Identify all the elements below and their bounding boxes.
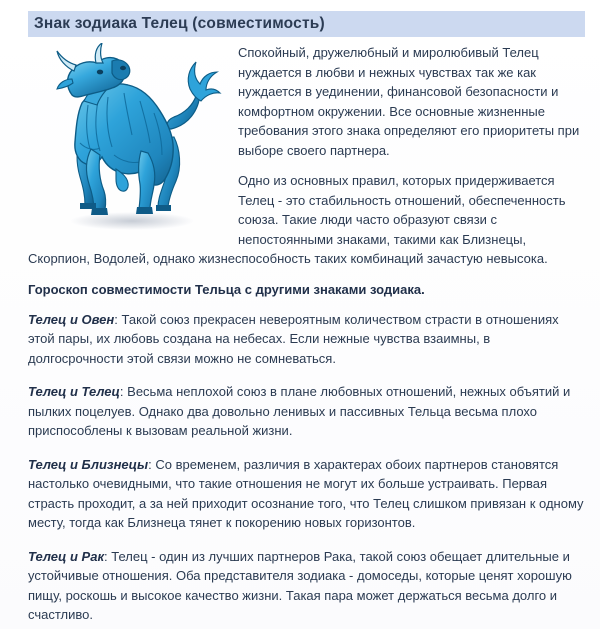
compatibility-section-heading: Гороскоп совместимости Тельца с другими знаками зодиака. [28, 281, 425, 297]
pair-name-aries: Телец и Овен [28, 311, 115, 327]
pair-entry-aries [28, 310, 585, 369]
bull-horn-left [57, 51, 76, 71]
pair-text-taurus: Весьма неплохой союз в плане любовных отношений, нежных объятий и пылких поцелуев. Однако два довольно ленивых и пассивных Тельца весьма плохо приспособлены к вызовам реальной жизни. [28, 384, 571, 438]
bull-nostril [120, 66, 126, 70]
pair-separator-taurus: : [119, 384, 124, 399]
intro-paragraph-2: Одно из основных правил, которых придерживается Телец - это стабильность отношений, обеспеченность союза. Такие люди часто образуют связи с непостоянными знаками, такими как Близнецы, Скорпион, Водолей, однако жизнеспособность таких комбинаций зачастую невысока. [28, 173, 566, 266]
article-page [0, 11, 600, 629]
pair-entry-cancer [28, 547, 585, 625]
pair-separator-cancer: : [104, 548, 108, 564]
bull-horn-right [95, 43, 103, 63]
bull-muzzle [112, 60, 130, 80]
bull-hind-hoof-far [156, 205, 171, 211]
bull-hind-hoof-near [136, 207, 153, 214]
pair-separator-aries: : [114, 311, 118, 327]
pair-entry-gemini [28, 455, 585, 533]
pair-text-aries: Такой союз прекрасен невероятным количеством страсти в отношениях этой пары, их любовь создана на небесах. Если нежные чувства взаимны, в долгосрочности этой связи можно не сомневаться. [28, 311, 559, 366]
pair-text-cancer: Телец - один из лучших партнеров Рака, такой союз обещает длительные и устойчивые отношения. Оба представителя зодиака - домоседы, которые ценят хорошую пищу, роскошь и высокое качество жизни. Такая пара может держаться весьма долго и счастливо. [28, 548, 572, 622]
taurus-bull-illustration [28, 43, 228, 238]
bull-front-hoof-far [80, 203, 96, 209]
pair-name-cancer: Телец и Рак [28, 548, 105, 564]
bull-front-hoof-near [91, 208, 108, 215]
page-title-bar [28, 11, 585, 37]
bull-eye [97, 70, 103, 75]
pair-entry-taurus [28, 382, 585, 441]
pair-text-gemini: Со временем, различия в характерах обоих партнеров становятся настолько очевидными, что такие отношения не могут их больше устраивать. Первая страсть проходит, а за ней приходит осознание того, что Телец слишком привязан к одному месту, тогда как Близнеца тянет к покорению новых горизонтов. [28, 456, 584, 530]
page-title: Знак зодиака Телец (совместимость) [34, 15, 325, 32]
intro-paragraph-1: Спокойный, дружелюбный и миролюбивый Телец нуждается в любви и нежных чувствах так же как нуждается в уединении, финансовой безопасности и комфортном окружении. Все основные жизненные требования этого знака определяют его приоритеты при выборе своего партнера. [238, 45, 580, 158]
bull-tail-tuft [188, 62, 220, 101]
bull-shadow [70, 212, 194, 230]
pair-separator-gemini: : [148, 456, 152, 472]
pair-name-taurus: Телец и Телец [28, 384, 120, 399]
pair-name-gemini: Телец и Близнецы [28, 456, 149, 472]
